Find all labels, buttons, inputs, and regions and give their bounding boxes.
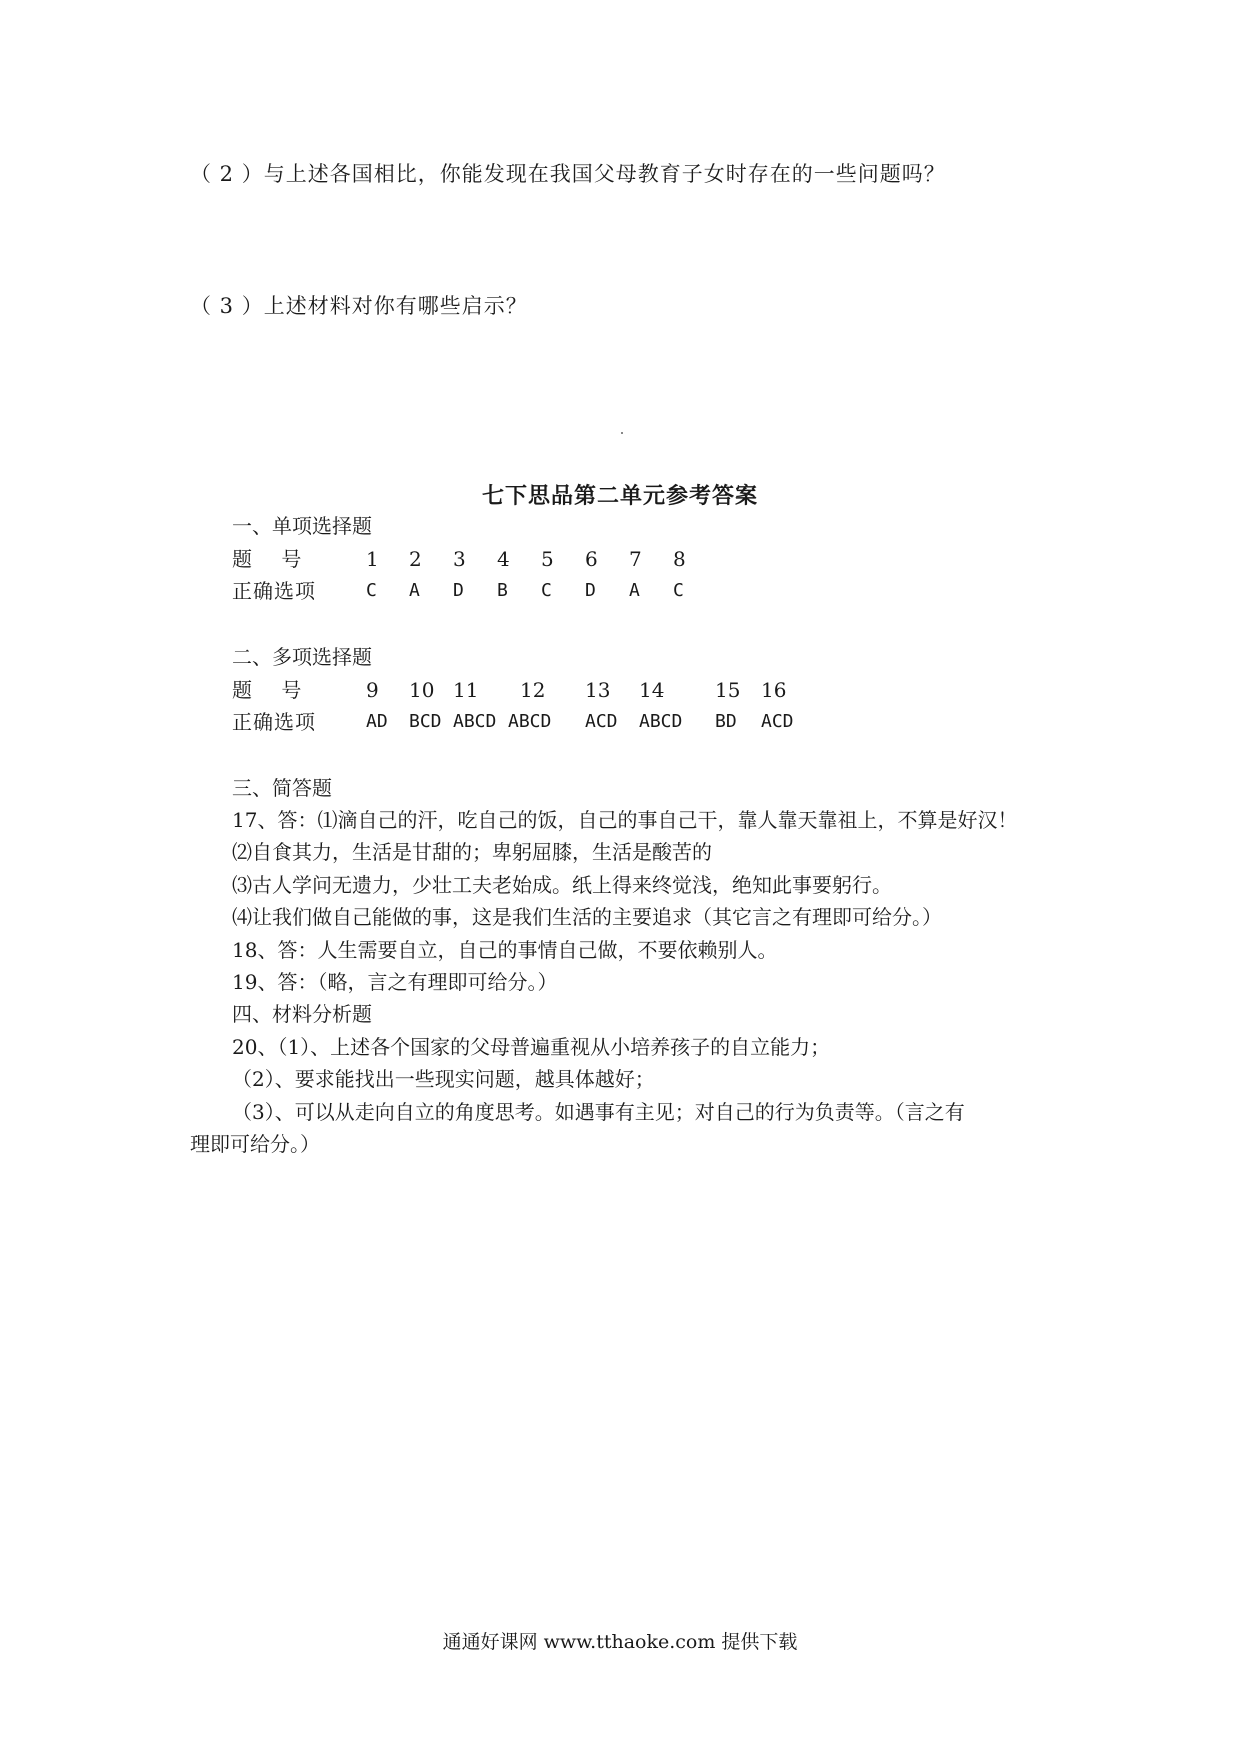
table-cell: 2 bbox=[409, 547, 422, 571]
table-cell: 12 bbox=[520, 678, 546, 702]
row-label-answer: 正确选项 bbox=[232, 579, 316, 603]
footer-credit: 通通好课网 www.tthaoke.com 提供下载 bbox=[442, 1631, 798, 1653]
table-cell: ACD bbox=[585, 711, 618, 732]
table-cell: ABCD bbox=[453, 711, 497, 732]
table-cell: AD bbox=[366, 711, 388, 732]
table-cell: 1 bbox=[366, 547, 379, 571]
section-4-heading: 四、材料分析题 bbox=[232, 1002, 372, 1026]
table-cell: A bbox=[629, 580, 640, 601]
table-cell: A bbox=[409, 580, 420, 601]
table-cell: D bbox=[585, 580, 596, 601]
section-3-heading: 三、简答题 bbox=[232, 776, 332, 800]
table-cell: ACD bbox=[761, 711, 794, 732]
answer-19: 19、答：（略，言之有理即可给分。） bbox=[232, 970, 558, 994]
scan-speck bbox=[621, 432, 623, 434]
table-cell: 8 bbox=[673, 547, 686, 571]
table-cell: BD bbox=[715, 711, 737, 732]
row-label-answer: 正确选项 bbox=[232, 710, 316, 734]
table-cell: ABCD bbox=[508, 711, 552, 732]
section-2-heading: 二、多项选择题 bbox=[232, 645, 372, 669]
answer-17-line-1: 17、答：⑴滴自己的汗，吃自己的饭，自己的事自己干，靠人靠天靠祖上，不算是好汉！ bbox=[232, 808, 1018, 832]
table-cell: 7 bbox=[629, 547, 642, 571]
table-cell: 14 bbox=[639, 678, 665, 702]
table-cell: D bbox=[453, 580, 464, 601]
table-cell: 5 bbox=[541, 547, 554, 571]
table-cell: 10 bbox=[409, 678, 435, 702]
answer-20-line-4: 理即可给分。） bbox=[190, 1132, 320, 1156]
table-cell: B bbox=[497, 580, 508, 601]
table-cell: 6 bbox=[585, 547, 598, 571]
table-cell: C bbox=[541, 580, 552, 601]
table-cell: BCD bbox=[409, 711, 442, 732]
table-cell: C bbox=[366, 580, 377, 601]
answer-18: 18、答：人生需要自立，自己的事情自己做，不要依赖别人。 bbox=[232, 938, 778, 962]
table-cell: 9 bbox=[366, 678, 379, 702]
table-cell: 15 bbox=[715, 678, 741, 702]
table-cell: ABCD bbox=[639, 711, 683, 732]
table-cell: C bbox=[673, 580, 684, 601]
question-2: （ 2 ）与上述各国相比，你能发现在我国父母教育子女时存在的一些问题吗？ bbox=[190, 162, 946, 186]
answer-20-line-3: （3）、可以从走向自立的角度思考。如遇事有主见；对自己的行为负责等。（言之有 bbox=[232, 1100, 965, 1124]
table-cell: 16 bbox=[761, 678, 787, 702]
row-label-number: 题 号 bbox=[232, 547, 303, 571]
table-cell: 13 bbox=[585, 678, 611, 702]
table-cell: 3 bbox=[453, 547, 466, 571]
table-cell: 11 bbox=[453, 678, 479, 702]
answer-17-line-4: ⑷让我们做自己能做的事，这是我们生活的主要追求（其它言之有理即可给分。） bbox=[232, 905, 942, 929]
row-label-number: 题 号 bbox=[232, 678, 303, 702]
table-cell: 4 bbox=[497, 547, 510, 571]
answer-20-line-1: 20、（1）、上述各个国家的父母普遍重视从小培养孩子的自立能力； bbox=[232, 1035, 831, 1059]
answer-17-line-3: ⑶古人学问无遗力，少壮工夫老始成。纸上得来终觉浅，绝知此事要躬行。 bbox=[232, 873, 892, 897]
section-1-heading: 一、单项选择题 bbox=[232, 514, 372, 538]
answer-key-title: 七下思品第二单元参考答案 bbox=[481, 483, 758, 509]
answer-20-line-2: （2）、要求能找出一些现实问题，越具体越好； bbox=[232, 1067, 655, 1091]
answer-17-line-2: ⑵自食其力，生活是甘甜的；卑躬屈膝，生活是酸苦的 bbox=[232, 840, 712, 864]
question-3: （ 3 ）上述材料对你有哪些启示？ bbox=[190, 294, 528, 318]
